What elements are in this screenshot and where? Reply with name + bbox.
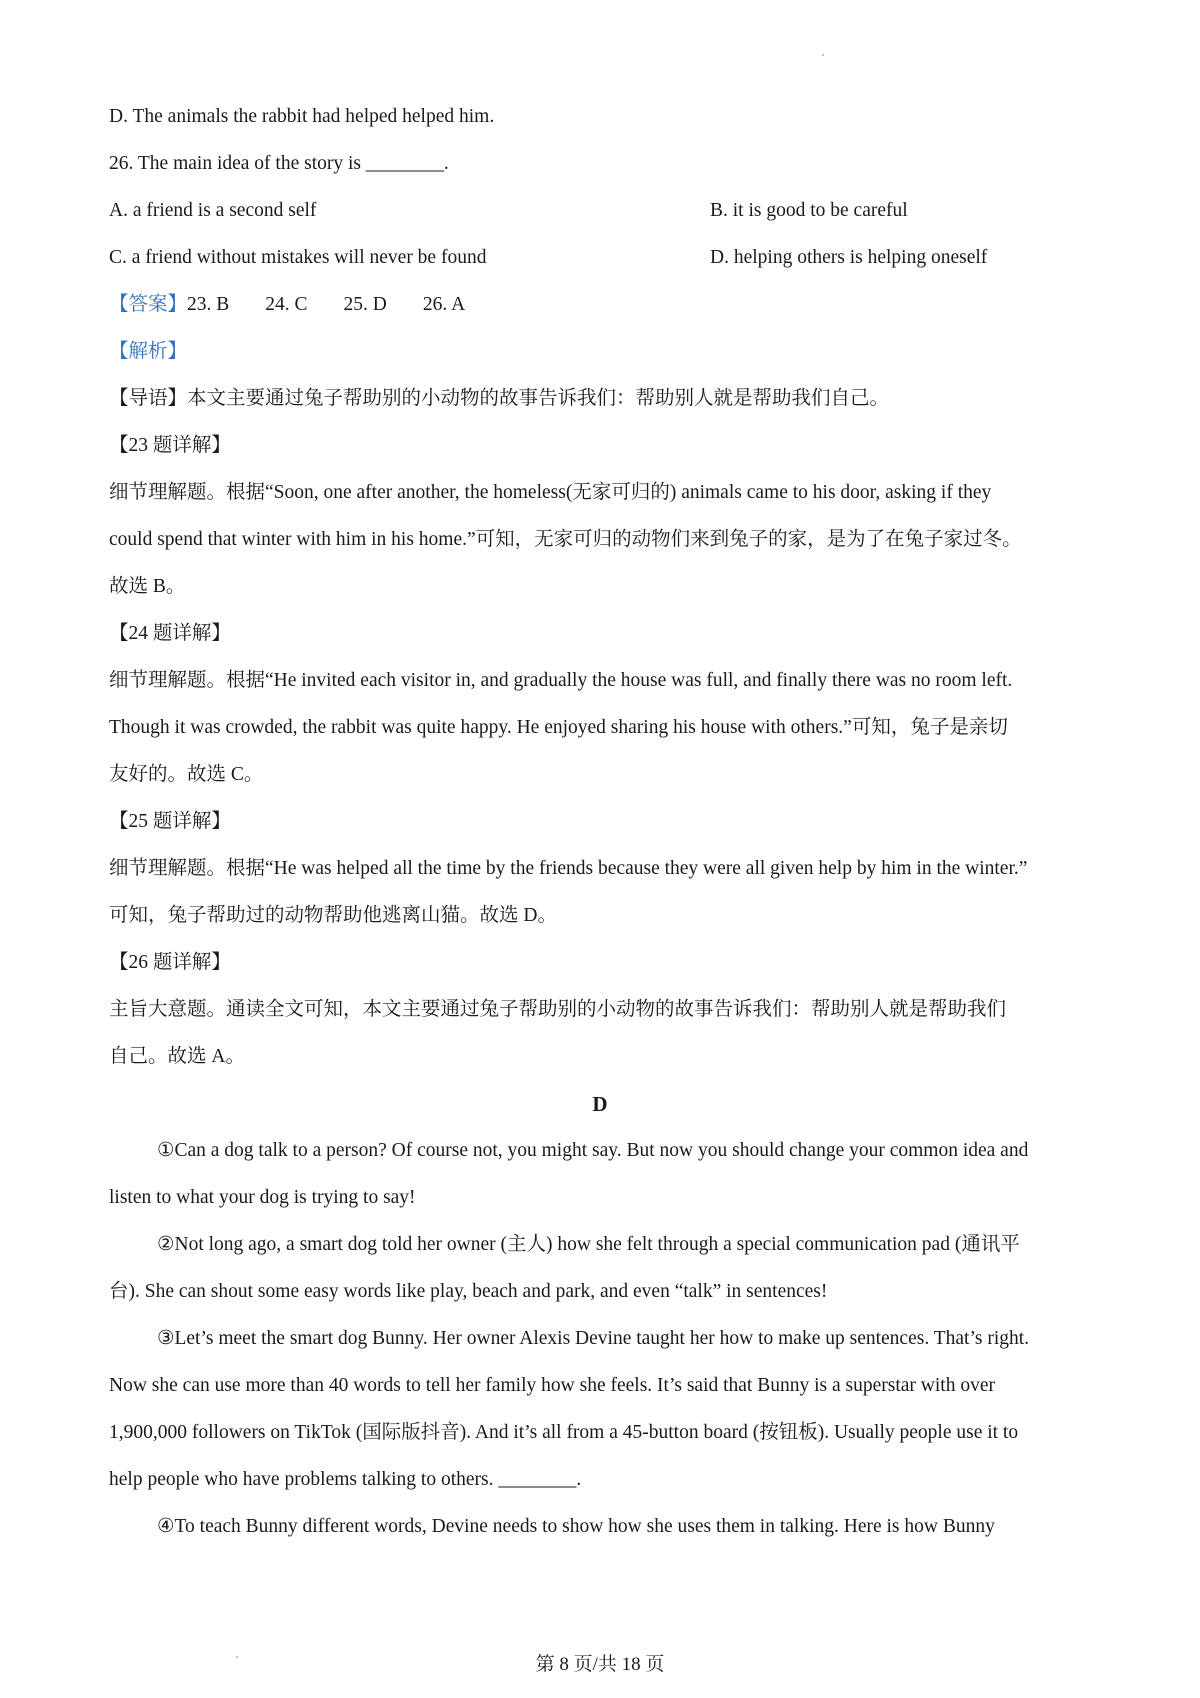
scan-speck	[822, 54, 824, 56]
detail-25-line: 可知，兔子帮助过的动物帮助他逃离山猫。故选 D。	[109, 905, 557, 926]
detail-heading-25: 【25 题详解】	[109, 811, 231, 832]
q26-option-c: C. a friend without mistakes will never be found	[109, 247, 487, 268]
q26-option-d: D. helping others is helping oneself	[710, 247, 988, 268]
passage-line: help people who have problems talking to others. ________.	[109, 1469, 582, 1490]
detail-heading-26: 【26 题详解】	[109, 952, 231, 973]
detail-23-line: 细节理解题。根据“Soon, one after another, the homeless(无家可归的) animals came to his door, asking if they	[109, 482, 992, 503]
intro-text: 【导语】本文主要通过兔子帮助别的小动物的故事告诉我们：帮助别人就是帮助我们自己。	[109, 388, 890, 409]
passage-line: ②Not long ago, a smart dog told her owner (主人) how she felt through a special communication pad (通讯平	[157, 1234, 1020, 1255]
passage-line: ③Let’s meet the smart dog Bunny. Her owner Alexis Devine taught her how to make up sentences. That’s right.	[157, 1328, 1030, 1349]
passage-line: listen to what your dog is trying to say!	[109, 1187, 416, 1208]
q26-options-row-1	[109, 198, 1100, 224]
q26-option-a: A. a friend is a second self	[109, 200, 317, 221]
detail-heading-24: 【24 题详解】	[109, 623, 231, 644]
answer-item: 23. B	[187, 294, 230, 315]
detail-26-line: 自己。故选 A。	[109, 1046, 245, 1067]
detail-23-line: could spend that winter with him in his home.”可知，无家可归的动物们来到兔子的家，是为了在兔子家过冬。	[109, 529, 1022, 550]
passage-line: 台). She can shout some easy words like play, beach and park, and even “talk” in sentences!	[109, 1281, 828, 1302]
detail-25-line: 细节理解题。根据“He was helped all the time by the friends because they were all given help by him in the winter.”	[109, 858, 1028, 879]
q26-stem: 26. The main idea of the story is ________.	[109, 153, 449, 174]
answer-item: 24. C	[265, 294, 308, 315]
q26-option-b: B. it is good to be careful	[710, 200, 908, 221]
q26-options-row-2	[109, 245, 1100, 271]
q25-option-d: D. The animals the rabbit had helped helped him.	[109, 106, 495, 127]
page-footer: 第 8 页/共 18 页	[535, 1654, 665, 1675]
detail-23-line: 故选 B。	[109, 576, 186, 597]
detail-24-line: 友好的。故选 C。	[109, 764, 264, 785]
answer-item: 25. D	[343, 294, 387, 315]
passage-line: ①Can a dog talk to a person? Of course not, you might say. But now you should change your common idea and	[157, 1140, 1029, 1161]
answer-item: 26. A	[422, 294, 466, 315]
detail-26-line: 主旨大意题。通读全文可知，本文主要通过兔子帮助别的小动物的故事告诉我们：帮助别人就是帮助我们	[109, 999, 1007, 1020]
answer-label: 【答案】	[109, 294, 188, 315]
passage-line: 1,900,000 followers on TikTok (国际版抖音). And it’s all from a 45-button board (按钮板). Usually people use it to	[109, 1422, 1019, 1443]
detail-heading-23: 【23 题详解】	[109, 435, 231, 456]
passage-title: D	[592, 1092, 608, 1116]
passage-line: Now she can use more than 40 words to tell her family how she feels. It’s said that Bunny is a superstar with over	[109, 1375, 995, 1396]
passage-line: ④To teach Bunny different words, Devine needs to show how she uses them in talking. Here is how Bunny	[157, 1516, 995, 1537]
detail-24-line: Though it was crowded, the rabbit was quite happy. He enjoyed sharing his house with others.”可知，兔子是亲切	[109, 717, 1008, 738]
answer-key	[109, 292, 1100, 318]
analysis-label: 【解析】	[109, 341, 188, 362]
detail-24-line: 细节理解题。根据“He invited each visitor in, and gradually the house was full, and finally there was no room left.	[109, 670, 1013, 691]
